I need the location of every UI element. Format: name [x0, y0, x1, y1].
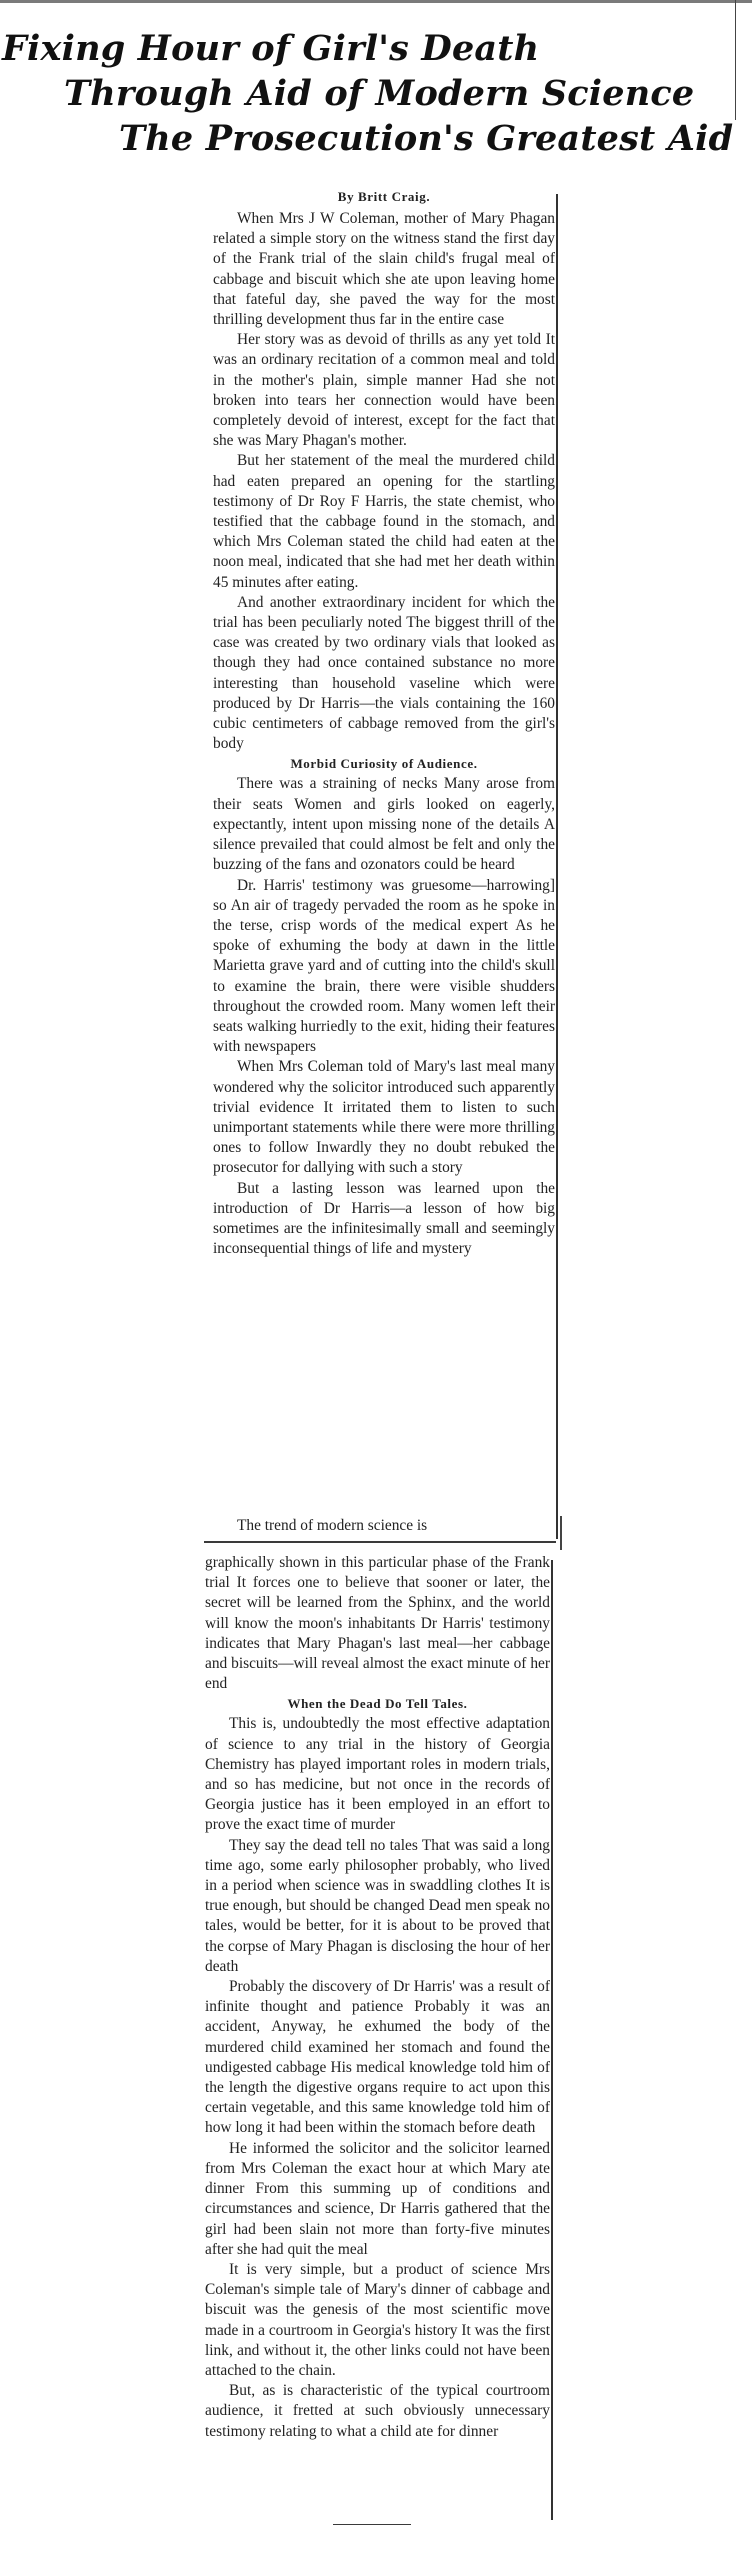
- article-column-1: [213, 188, 555, 1259]
- column-rule-1: [556, 194, 558, 1539]
- subhead-morbid-curiosity: Morbid Curiosity of Audience.: [290, 756, 478, 772]
- paragraph: There was a straining of necks Many arose from their seats Women and girls looked on eagerly, expectantly, intent upon missing none of the details A silence prevailed that could almost be felt and only the buzzing of the fans and ozonators could be heard: [213, 775, 555, 874]
- paragraph: When Mrs J W Coleman, mother of Mary Phagan related a simple story on the witness stand the first day of the Frank trial of the slain child's frugal meal of cabbage and biscuit which she ate upon leaving home that fateful day, she paved the way for the most thrilling development thus far in the entire case: [213, 210, 555, 329]
- paragraph: But, as is characteristic of the typical courtroom audience, it fretted at such obviously unnecessary testimony relating to what a child ate for dinner: [205, 2382, 550, 2440]
- paragraph: This is, undoubtedly the most effective adaptation of science to any trial in the history of Georgia Chemistry has played important roles in modern trials, and so has medicine, but not once in the records of Georgia justice has it been employed in an effort to prove the exact time of murder: [205, 1715, 550, 1834]
- column-break-rule: [204, 1541, 556, 1543]
- headline-line-2: Through Aid of Modern Science: [64, 73, 695, 114]
- paragraph: Probably the discovery of Dr Harris' was a result of infinite thought and patience Probably it was an accident, Anyway, he exhumed the body of the murdered child examined her stomach and found the undigested cabbage His medical knowledge told him of the length the digestive organs require to act upon this certain vegetable, and this same knowledge told him of how long it had been within the stomach before death: [205, 1978, 550, 2137]
- column-rule-stub: [560, 1516, 562, 1550]
- paragraph: But her statement of the meal the murdered child had eaten prepared an opening for the startling testimony of Dr Roy F Harris, the state chemist, who testified that the cabbage found in the stomach, and which Mrs Coleman stated the child had eaten at the noon meal, indicated that she had met her death within 45 minutes after eating.: [213, 452, 555, 591]
- paragraph: Her story was as devoid of thrills as any yet told It was an ordinary recitation of a common meal and told in the mother's plain, simple manner Had she not broken into tears her connection would have been completely devoid of interest, except for the fact that she was Mary Phagan's mother.: [213, 331, 555, 450]
- paragraph: When Mrs Coleman told of Mary's last meal many wondered why the solicitor introduced such apparently trivial evidence It irritated them to listen to such unimportant statements while there were more thrilling ones to follow Inwardly they no doubt rebuked the prosecutor for dallying with such a story: [213, 1058, 555, 1177]
- trend-line: The trend of modern science is: [237, 1517, 428, 1534]
- headline-line-1: Fixing Hour of Girl's Death: [2, 28, 540, 69]
- article-column-2: [205, 1553, 550, 2442]
- paragraph: They say the dead tell no tales That was said a long time ago, some early philosopher probably, who lived in a period when science was in swaddling clothes It is true enough, but should be changed Dead men speak no tales, would be better, for it is about to be proved that the corpse of Mary Phagan is disclosing the hour of her death: [205, 1836, 550, 1975]
- paragraph: Dr. Harris' testimony was gruesome—harrowing] so An air of tragedy pervaded the room as he spoke in the terse, crisp words of the medical expert As he spoke of exhuming the body at dawn in the little Marietta grave yard and of cutting into the child's skull to examine the brain, there were visible shudders throughout the crowded room. Many women left their seats walking hurriedly to the exit, hiding their features with newspapers: [213, 876, 555, 1056]
- byline: By Britt Craig.: [337, 189, 431, 204]
- paragraph: It is very simple, but a product of science Mrs Coleman's simple tale of Mary's dinner of cabbage and biscuit was the genesis of the most scientific move made in a courtroom in Georgia's history It was the first link, and without it, the other links could not have been attached to the chain.: [205, 2260, 550, 2379]
- paragraph: graphically shown in this particular phase of the Frank trial It forces one to believe that sooner or later, the secret will be learned from the Sphinx, and the world will know the moon's inhabitants Dr Harris' testimony indicates that Mary Phagan's last meal—her cabbage and biscuits—will reveal almost the exact minute of her end: [205, 1554, 550, 1693]
- subhead-dead-tell-tales: When the Dead Do Tell Tales.: [287, 1696, 468, 1712]
- end-rule: [333, 2524, 411, 2525]
- headline-line-3: The Prosecution's Greatest Aid: [119, 118, 734, 159]
- top-rule: [0, 0, 752, 3]
- paragraph: And another extraordinary incident for which the trial has been peculiarly noted The biggest thrill of the case was created by two ordinary vials that looked as though they had once contained substance no more interesting than household vaseline which were produced by Dr Harris—the vials containing the 160 cubic centimeters of cabbage removed from the girl's body: [213, 593, 555, 753]
- paragraph: But a lasting lesson was learned upon the introduction of Dr Harris—a lesson of how big sometimes are the infinitesimally small and seemingly inconsequential things of life and mystery: [213, 1179, 555, 1258]
- paragraph: He informed the solicitor and the solicitor learned from Mrs Coleman the exact hour at which Mary ate dinner From this summing up of conditions and circumstances and science, Dr Harris gathered that the girl had been slain not more than forty-five minutes after she had quit the meal: [205, 2139, 550, 2258]
- headline: [2, 26, 746, 161]
- column-rule-2: [551, 1560, 553, 2520]
